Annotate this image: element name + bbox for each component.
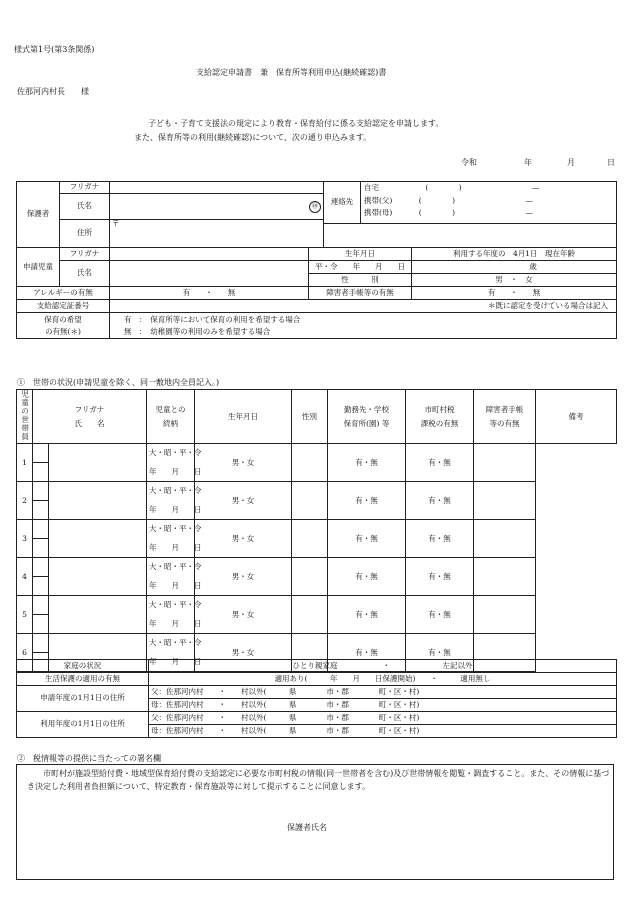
household-section-title: ① 世帯の状況(申請児童を除く、同一敷地内全員記入。) [17,378,220,387]
cert-number-label: 支給認定証番号 [17,300,110,313]
phone-father-label: 携帯(父) [364,195,393,205]
household-row [17,558,617,577]
address-prev-mother[interactable]: 母：佐那河内村 ・ 村以外( 県 市・郡 町・区・村) [149,725,617,738]
welfare-field[interactable]: 適用あり( 年 月 日保護開始) ・ 適用無し [149,673,617,686]
tax-section-title: ② 税情報等の提供に当たっての署名欄 [17,754,161,763]
form-number: 様式第1号(第3条関係) [14,45,95,54]
col-work-header: 勤務先・学校 保育所(園) 等 [328,390,406,444]
family-status-field[interactable]: ひとり親家庭 ・ 左記以外 [149,660,617,673]
member-disability-field[interactable]: 有・無 [406,596,474,634]
date-month: 月 [567,158,575,167]
signature-field[interactable] [347,820,547,832]
household-status-table [16,659,617,738]
household-row [17,482,617,501]
member-tax-field[interactable]: 有・無 [328,596,406,634]
date-era: 令和 [461,158,477,167]
member-furigana-field[interactable] [33,482,49,501]
tax-consent-text: 市町村が施設型給付費・地域型保育給付費の支給認定に必要な市町村税の情報(同一世帯者を含む)及び世帯情報を閲覧・調査すること。また、その情報に基づき決定した利用者負担額について、特定教育・保育施設等に対して提示することに同意します。 [27,769,610,791]
member-name-field[interactable] [33,539,49,558]
guardian-address-field[interactable] [110,220,324,248]
cert-number-field[interactable]: ＊既に認定を受けている場合は記入 [110,300,617,313]
member-tax-field[interactable]: 有・無 [328,444,406,482]
wish-yes-option[interactable]: 有 ： 保育所等において保育の利用を希望する場合 [124,314,301,324]
member-birth-era[interactable]: 大・昭・平・令 [147,634,195,653]
member-disability-field[interactable]: 有・無 [406,558,474,596]
household-row [17,444,617,463]
member-disability-field[interactable]: 有・無 [406,482,474,520]
household-table [16,389,617,672]
member-birth-era[interactable]: 大・昭・平・令 [147,596,195,615]
member-birth-era[interactable]: 大・昭・平・令 [147,482,195,501]
row-number: 1 [17,444,33,482]
wish-no-option[interactable]: 無 ： 幼稚園等の利用のみを希望する場合 [124,326,271,336]
member-disability-field[interactable]: 有・無 [406,444,474,482]
member-sex-field[interactable]: 男・女 [195,634,292,672]
member-relation-field[interactable] [49,558,147,596]
address-this-mother[interactable]: 母：佐那河内村 ・ 村以外( 県 市・郡 町・区・村) [149,699,617,712]
member-birth-date[interactable]: 年 月 日 [147,463,195,482]
member-birth-era[interactable]: 大・昭・平・令 [147,558,195,577]
allergy-field[interactable]: 有 ・ 無 [110,287,309,300]
member-note-field[interactable] [474,520,536,558]
disability-field[interactable]: 有 ・ 無 [412,287,617,300]
addressee: 佐那河内村長 様 [17,87,89,96]
member-sex-field[interactable]: 男・女 [195,558,292,596]
member-sex-field[interactable]: 男・女 [195,596,292,634]
child-sex-field[interactable]: 男 ・ 女 [412,274,617,287]
member-birth-date[interactable]: 年 月 日 [147,539,195,558]
member-relation-field[interactable] [49,520,147,558]
row-number: 2 [17,482,33,520]
household-row [17,634,617,653]
member-sex-field[interactable]: 男・女 [195,444,292,482]
address-this-year-label: 申請年度の1月1日の住所 [17,686,149,712]
phone-home-row[interactable]: 自宅 ( ) — [361,182,617,194]
col-name-header: フリガナ 氏 名 [33,390,147,444]
phone-mobile-rows[interactable]: 携帯(父) ( ) — 携帯(母) ( ) — [361,194,617,220]
form-title: 支給認定申請書 兼 保育所等利用申込(継続確認)書 [196,68,387,77]
member-birth-date[interactable]: 年 月 日 [147,615,195,634]
child-age-field[interactable]: 歳 [412,261,617,274]
member-furigana-field[interactable] [33,520,49,539]
member-relation-field[interactable] [49,444,147,482]
applicant-table [16,181,617,339]
member-disability-field[interactable]: 有・無 [406,634,474,672]
member-name-field[interactable] [33,577,49,596]
contact-label: 連絡先 [324,182,361,224]
col-note-header: 備考 [536,390,617,444]
guardian-address-label: 住所 [60,220,110,248]
row-number: 6 [17,634,33,672]
tax-consent-box [16,764,614,880]
signature-label: 保護者氏名 [287,823,327,832]
child-birth-label: 生年月日 [309,248,412,261]
member-birth-date[interactable]: 年 月 日 [147,577,195,596]
member-birth-date[interactable]: 年 月 日 [147,653,195,672]
childcare-wish-options[interactable] [110,313,617,339]
member-work-field[interactable] [292,444,328,482]
col-disability-header: 障害者手帳 等の有無 [474,390,536,444]
guardian-furigana-label: フリガナ [60,182,110,194]
member-furigana-field[interactable] [33,634,49,653]
member-work-field[interactable] [292,520,328,558]
member-tax-field[interactable]: 有・無 [328,558,406,596]
child-sex-label: 性 別 [309,274,412,287]
member-relation-field[interactable] [49,482,147,520]
member-birth-era[interactable]: 大・昭・平・令 [147,520,195,539]
household-row [17,596,617,615]
child-furigana-field[interactable] [110,248,309,261]
member-name-field[interactable] [33,615,49,634]
address-prev-father[interactable]: 父：佐那河内村 ・ 村以外( 県 市・郡 町・区・村) [149,712,617,725]
col-sex-header: 性別 [292,390,328,444]
child-name-label: 氏名 [60,261,110,287]
col-birth-header: 生年月日 [195,390,292,444]
col-tax-header: 市町村税 課税の有無 [406,390,474,444]
member-name-field[interactable] [33,501,49,520]
member-tax-field[interactable]: 有・無 [328,520,406,558]
col-relation-header: 児童との 続柄 [147,390,195,444]
seal-icon: ㊞ [309,201,321,213]
welfare-label: 生活保護の適用の有無 [17,673,149,686]
member-furigana-field[interactable] [33,558,49,577]
member-note-field[interactable] [474,596,536,634]
member-tax-field[interactable]: 有・無 [328,634,406,672]
address-this-father[interactable]: 父：佐那河内村 ・ 村以外( 県 市・郡 町・区・村) [149,686,617,699]
address-prev-year-label: 利用年度の1月1日の住所 [17,712,149,738]
child-birth-field[interactable]: 平・令 年 月 日 [309,261,412,274]
member-sex-field[interactable]: 男・女 [195,520,292,558]
guardian-label: 保護者 [17,182,60,248]
intro-line-1: 子ども・子育て支援法の規定により教育・保育給付に係る支給認定を申請します。 [148,119,444,128]
intro-line-2: また、保育所等の利用(継続確認)について、次の通り申込みます。 [134,133,372,142]
member-work-field[interactable] [292,596,328,634]
disability-label: 障害者手帳等の有無 [309,287,412,300]
childcare-wish-label: 保育の希望 の有無(＊) [17,313,110,339]
member-work-field[interactable] [292,482,328,520]
member-name-field[interactable] [33,463,49,482]
guardian-name-label: 氏名 [60,194,110,220]
child-name-field[interactable] [110,261,309,287]
member-birth-era[interactable]: 大・昭・平・令 [147,444,195,463]
member-relation-field[interactable] [49,596,147,634]
phone-mother-label: 携帯(母) [364,207,393,217]
allergy-label: アレルギーの有無 [17,287,110,300]
child-label: 申請児童 [17,248,60,287]
guardian-name-field[interactable] [110,194,324,220]
member-sex-field[interactable]: 男・女 [195,482,292,520]
member-birth-date[interactable]: 年 月 日 [147,501,195,520]
member-tax-field[interactable]: 有・無 [328,482,406,520]
family-status-label: 家庭の状況 [17,660,149,673]
date-day: 日 [607,158,615,167]
member-furigana-field[interactable] [33,444,49,463]
member-note-field[interactable] [474,482,536,520]
member-furigana-field[interactable] [33,596,49,615]
household-row [17,520,617,539]
phone-home-label: 自宅 [364,182,379,192]
row-number: 3 [17,520,33,558]
child-furigana-label: フリガナ [60,248,110,261]
postal-mark: 〒 [112,219,120,228]
member-work-field[interactable] [292,558,328,596]
date-year: 年 [524,158,532,167]
row-number: 4 [17,558,33,596]
member-note-field[interactable] [474,558,536,596]
child-age-note: 利用する年度の 4月1日 現在年齢 [412,248,617,261]
member-disability-field[interactable]: 有・無 [406,520,474,558]
row-number: 5 [17,596,33,634]
household-side-label: 児童の世帯員 [17,390,33,444]
guardian-furigana-field[interactable] [110,182,324,194]
member-note-field[interactable] [474,444,536,482]
